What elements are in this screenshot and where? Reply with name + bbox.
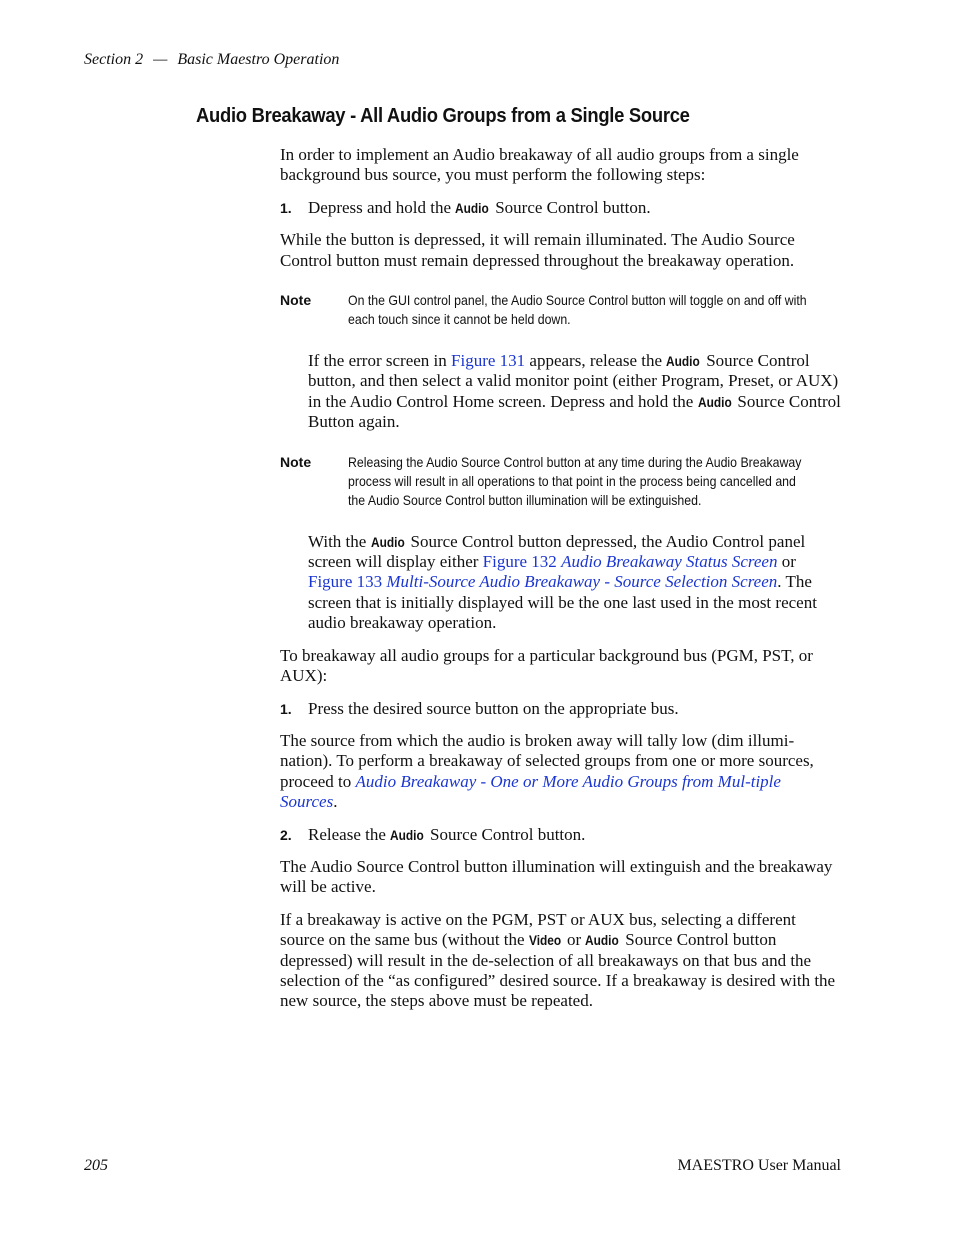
text-run: The source from which the audio is broken away will tally low (dim illumi-nation). To perform a breakaway of selected groups from one or more sources, proceed to	[280, 730, 814, 791]
header-dash: —	[153, 51, 168, 68]
step-depress-audio	[280, 198, 842, 218]
figure-title: Multi-Source Audio Breakaway - Source Selection Screen	[386, 572, 778, 592]
page-number: 205	[84, 1157, 108, 1174]
audio-button-label: Audio	[455, 199, 490, 216]
step-text: Press the desired source button on the appropriate bus.	[308, 698, 679, 718]
figure-title: Audio Breakaway Status Screen	[561, 552, 778, 572]
step-press-source	[280, 699, 842, 719]
step-text: Release the	[308, 824, 391, 844]
step-number: 1.	[280, 700, 292, 717]
note-label: Note	[280, 453, 312, 470]
audio-button-label: Audio	[666, 353, 700, 370]
to-breakaway-paragraph: To breakaway all audio groups for a particular background bus (PGM, PST, or AUX):	[280, 645, 813, 686]
text-run: .	[333, 792, 338, 812]
figure-number: Figure 132	[482, 552, 562, 572]
source-tally-paragraph	[280, 731, 842, 813]
section-heading: Audio Breakaway - All Audio Groups from a Single Source	[196, 105, 690, 127]
figure-132-link[interactable]	[483, 552, 778, 571]
step-text: Depress and hold the	[308, 197, 456, 217]
text-run: . The screen that is initially displayed will be the one last used in the most recent audio breakaway operation.	[308, 572, 817, 633]
text-run: Source Control button depressed) will result in the de-selection of all breakaways on that bus and the selection of the “as configured” desired source. If a breakaway is desired with the new source, the steps above must be repeated.	[280, 930, 836, 1011]
step-text-end: Source Control button.	[490, 197, 651, 217]
step-number: 2.	[280, 826, 292, 843]
text-run: If a breakaway is active on the PGM, PST or AUX bus, selecting a different source on the same bus (without the	[280, 909, 796, 950]
step-number: 1.	[280, 199, 292, 216]
note-gui-toggle	[280, 291, 842, 329]
note-text: Releasing the Audio Source Control button at any time during the Audio Breakaway process will result in all operations to that point in the process being cancelled and the Audio Source Control button illumination will be extinguished.	[348, 453, 802, 508]
figure-131-link[interactable]: Figure 131	[451, 351, 526, 371]
step-text-end: Source Control button.	[425, 824, 586, 844]
audio-button-label: Audio	[585, 932, 620, 949]
text-run: Source Control button depressed, the Audio Control panel screen will display either	[308, 531, 806, 572]
manual-title: MAESTRO User Manual	[677, 1157, 841, 1174]
text-run: or	[777, 552, 796, 572]
audio-button-label: Audio	[370, 533, 405, 550]
section-label: Section 2	[84, 51, 144, 68]
text-run: If the error screen in	[308, 351, 452, 371]
depressed-paragraph: While the button is depressed, it will remain illuminated. The Audio Source Control button must remain depressed throughout the breakaway operation.	[280, 230, 795, 270]
note-releasing	[280, 453, 842, 510]
figure-133-link[interactable]	[308, 572, 777, 591]
section-title: Basic Maestro Operation	[177, 51, 340, 68]
text-run: or	[562, 930, 586, 950]
text-run: appears, release the	[525, 351, 667, 371]
audio-button-label: Audio	[697, 393, 732, 410]
figure-number: Figure 133	[308, 572, 387, 592]
body-content	[280, 145, 842, 1024]
audio-button-label: Audio	[390, 826, 424, 843]
video-button-label: Video	[528, 932, 562, 949]
active-breakaway-paragraph	[280, 910, 842, 1012]
running-header	[84, 51, 339, 69]
text-run: Source Control Button again.	[308, 391, 841, 432]
with-audio-paragraph	[308, 532, 842, 634]
error-screen-paragraph	[308, 351, 842, 433]
multi-source-breakaway-link[interactable]: Audio Breakaway - One or More Audio Groups from Mul-tiple Sources	[280, 771, 781, 812]
note-label: Note	[280, 292, 312, 309]
illumination-paragraph: The Audio Source Control button illumination will extinguish and the breakaway will be active.	[280, 856, 833, 897]
step-release-audio	[280, 825, 842, 845]
note-text: On the GUI control panel, the Audio Source Control button will toggle on and off with each touch since it cannot be held down.	[348, 292, 807, 328]
text-run: With the	[308, 531, 371, 551]
text-run: Source Control button, and then select a valid monitor point (either Program, Preset, or AUX) in the Audio Control Home screen. Depress and hold the	[308, 351, 839, 411]
intro-paragraph: In order to implement an Audio breakaway of all audio groups from a single background bus source, you must perform the following steps:	[280, 145, 799, 185]
